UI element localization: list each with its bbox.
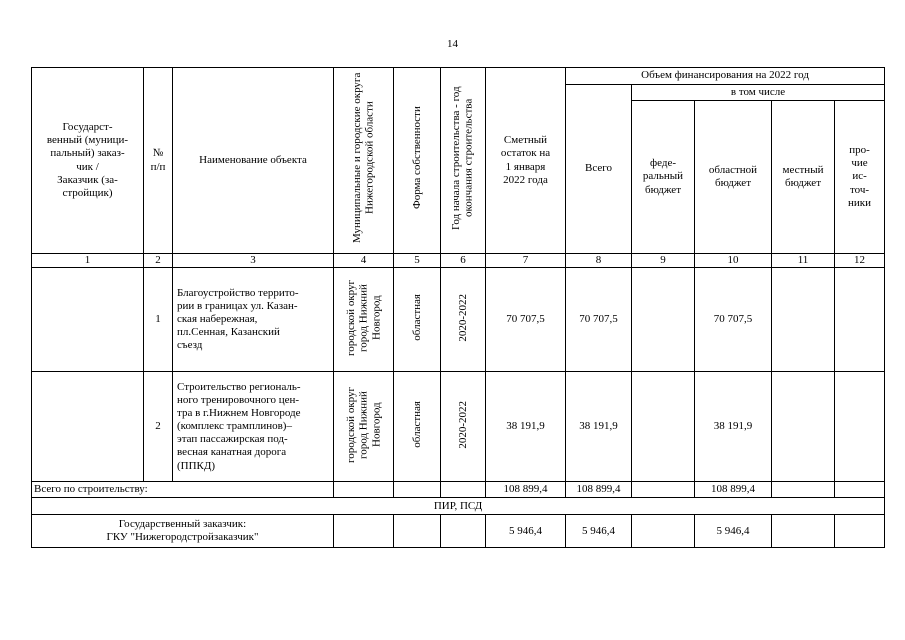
header-number: № п/п: [144, 68, 173, 254]
header-including: в том числе: [632, 85, 885, 101]
column-number: 3: [173, 254, 334, 268]
municipality: городской округ город Нижний Новгород: [344, 279, 382, 356]
header-years: Год начала строительства - год окончания строительства: [450, 86, 475, 231]
municipality-cell: [334, 268, 394, 372]
column-number: 9: [632, 254, 695, 268]
row-number: 1: [144, 268, 173, 372]
municipality-cell: [334, 372, 394, 482]
federal-value: [632, 372, 695, 482]
object-name: Благоустройство террито- рии в границах ул. Казан- ская набережная, пл.Сенная, Казанский съезд: [173, 268, 334, 372]
header-object-name: Наименование объекта: [173, 68, 334, 254]
header-ownership-cell: [394, 68, 441, 254]
header-estimate-balance: Сметный остаток на 1 января 2022 года: [486, 68, 566, 254]
column-number: 5: [394, 254, 441, 268]
header-other: про- чие ис- точ- ники: [835, 101, 885, 254]
ownership: областная: [410, 401, 423, 448]
customer-estimate-value: 5 946,4: [486, 515, 566, 548]
column-number: 2: [144, 254, 173, 268]
column-numbers-row: [32, 254, 885, 268]
local-value: [772, 268, 835, 372]
regional-value: 70 707,5: [695, 268, 772, 372]
customer-label: Государственный заказчик: ГКУ "Нижегородстройзаказчик": [32, 515, 334, 548]
local-value: [772, 372, 835, 482]
section-title: ПИР, ПСД: [32, 498, 885, 515]
ownership: областная: [410, 294, 423, 341]
header-years-cell: [441, 68, 486, 254]
column-number: 4: [334, 254, 394, 268]
total-value: 38 191,9: [566, 372, 632, 482]
years: 2020-2022: [456, 293, 469, 342]
column-number: 11: [772, 254, 835, 268]
years-cell: [441, 372, 486, 482]
page-number: 14: [447, 38, 458, 50]
column-number: 6: [441, 254, 486, 268]
header-municipality-cell: [334, 68, 394, 254]
municipality: городской округ город Нижний Новгород: [344, 386, 382, 463]
total-regional-value: 108 899,4: [695, 482, 772, 498]
total-value: 70 707,5: [566, 268, 632, 372]
estimate-value: 38 191,9: [486, 372, 566, 482]
table-row: [32, 268, 885, 372]
header-municipality: Муниципальные и городские округа Нижегородской области: [350, 73, 376, 244]
header-financing-volume: Объем финансирования на 2022 год: [566, 68, 885, 85]
ownership-cell: [394, 268, 441, 372]
column-number: 10: [695, 254, 772, 268]
column-number: 12: [835, 254, 885, 268]
total-total-value: 108 899,4: [566, 482, 632, 498]
column-number: 1: [32, 254, 144, 268]
other-value: [835, 372, 885, 482]
header-federal: феде- ральный бюджет: [632, 101, 695, 254]
object-name: Строительство региональ- ного тренировочного цен- тра в г.Нижнем Новгороде (комплекс трамплинов)– этап пассажирская под- весная канатная дорога (ППКД): [173, 372, 334, 482]
total-construction-label: Всего по строительству:: [32, 482, 334, 498]
column-number: 8: [566, 254, 632, 268]
header-customer: Государст- венный (муници- пальный) заказ- чик / Заказчик (за- стройщик): [32, 68, 144, 254]
customer-regional-value: 5 946,4: [695, 515, 772, 548]
header-total: Всего: [566, 85, 632, 254]
customer-row: [32, 515, 885, 548]
years: 2020-2022: [456, 400, 469, 449]
header-row-1: [32, 68, 885, 85]
header-local: местный бюджет: [772, 101, 835, 254]
table-row: [32, 372, 885, 482]
ownership-cell: [394, 372, 441, 482]
row-number: 2: [144, 372, 173, 482]
federal-value: [632, 268, 695, 372]
customer-total-value: 5 946,4: [566, 515, 632, 548]
customer-cell: [32, 268, 144, 372]
customer-cell: [32, 372, 144, 482]
regional-value: 38 191,9: [695, 372, 772, 482]
total-estimate-value: 108 899,4: [486, 482, 566, 498]
column-number: 7: [486, 254, 566, 268]
years-cell: [441, 268, 486, 372]
total-construction-row: [32, 482, 885, 498]
other-value: [835, 268, 885, 372]
estimate-value: 70 707,5: [486, 268, 566, 372]
financing-table: [31, 67, 885, 548]
section-row: [32, 498, 885, 515]
header-regional: областной бюджет: [695, 101, 772, 254]
header-ownership: Форма собственности: [410, 106, 423, 210]
